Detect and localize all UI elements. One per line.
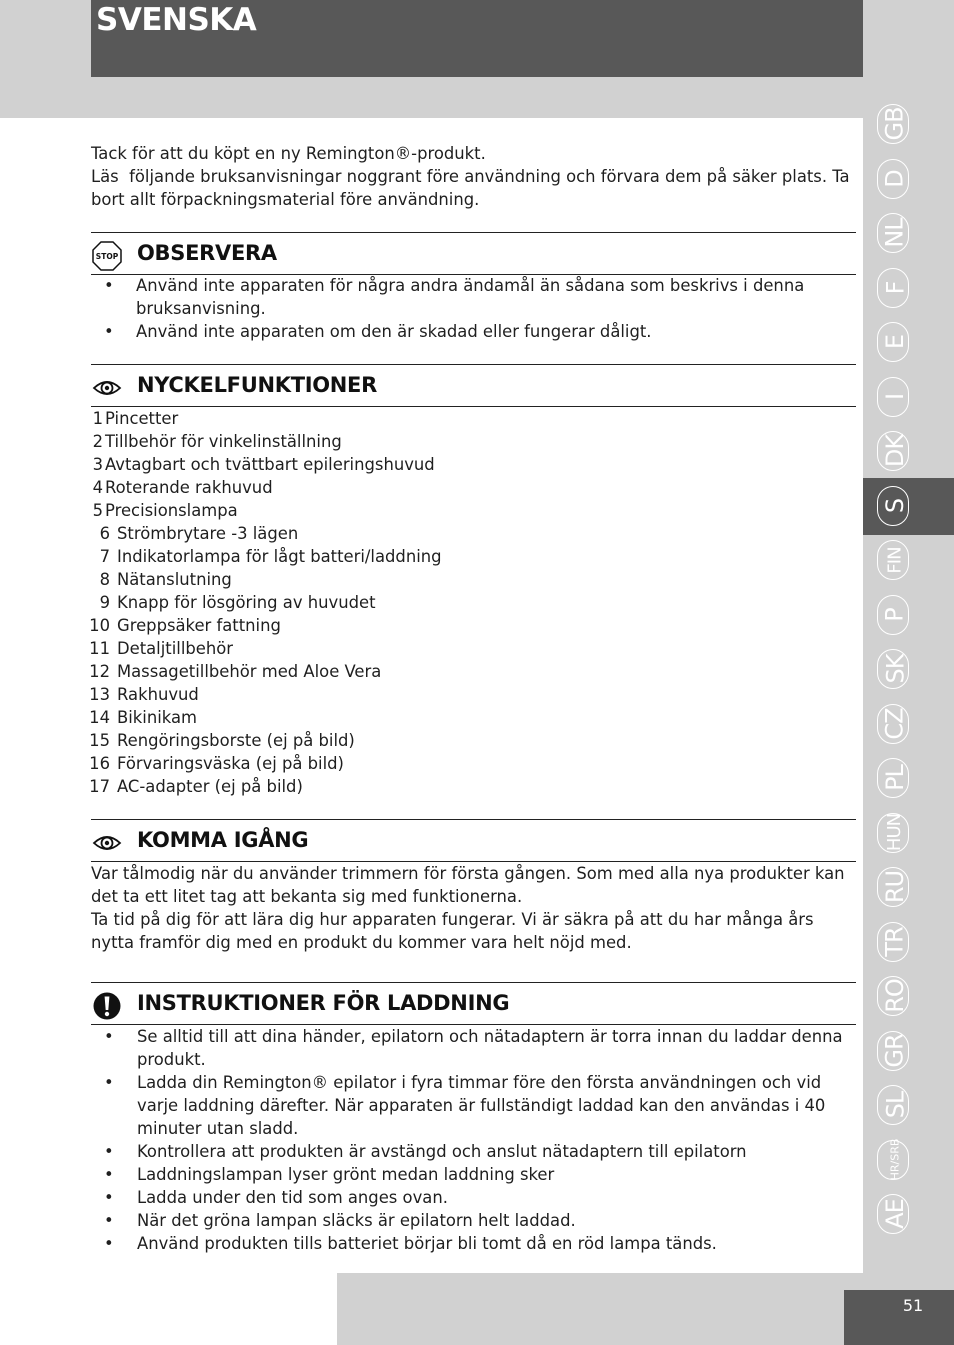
feature-number: 1 <box>92 409 103 428</box>
feature-label: Förvaringsväska (ej på bild) <box>117 754 344 773</box>
language-tab-ru[interactable] <box>877 863 913 911</box>
feature-item <box>91 660 853 683</box>
observera-list <box>91 274 853 343</box>
list-item <box>91 1232 853 1255</box>
feature-item <box>91 775 853 798</box>
feature-label: Rakhuvud <box>117 685 199 704</box>
bullet: • <box>104 1211 114 1230</box>
section-title: INSTRUKTIONER FÖR LADDNING <box>137 991 510 1015</box>
feature-item <box>91 476 853 499</box>
page-number-box <box>844 1290 954 1345</box>
page-number: 51 <box>902 1296 924 1315</box>
feature-label: Indikatorlampa för lågt batteri/laddning <box>117 547 442 566</box>
paragraph: Ta tid på dig för att lära dig hur apparaten fungerar. Vi är säkra på att du har många års nytta framför dig med en produkt du kommer vara helt nöjd med. <box>91 910 819 952</box>
language-tab-tr[interactable] <box>877 918 913 966</box>
feature-item <box>91 453 853 476</box>
feature-label: Knapp för lösgöring av huvudet <box>117 593 376 612</box>
feature-item <box>91 637 853 660</box>
list-item <box>91 274 853 320</box>
laddning-list <box>91 1025 853 1255</box>
feature-item <box>91 545 853 568</box>
list-item <box>91 1025 853 1071</box>
bullet: • <box>104 1073 114 1092</box>
page-title: SVENSKA <box>96 2 257 38</box>
language-tab-label: AE <box>881 1199 909 1229</box>
feature-label: AC-adapter (ej på bild) <box>117 777 303 796</box>
list-item-text: Ladda din Remington® epilator i fyra timmar före den första användningen och vid varje laddning därefter. När apparaten är fullständigt laddad kan den användas i 40 minuter utan sladd. <box>137 1073 826 1138</box>
list-item <box>91 1163 853 1186</box>
feature-number: 10 <box>89 616 110 635</box>
section-title: OBSERVERA <box>137 241 277 265</box>
language-tab-i[interactable] <box>877 373 913 421</box>
feature-item <box>91 522 853 545</box>
language-tab-ro[interactable] <box>877 972 913 1020</box>
language-tab-label: P <box>880 607 909 622</box>
language-tab-label: SL <box>880 1091 909 1119</box>
language-tab-f[interactable] <box>877 264 913 312</box>
language-tab-label: F <box>881 281 909 294</box>
feature-item <box>91 752 853 775</box>
language-tab-label: D <box>880 169 909 188</box>
feature-number: 6 <box>99 524 110 543</box>
language-tab-label: TR <box>881 926 909 957</box>
language-tab-e[interactable] <box>877 318 913 366</box>
feature-label: Pincetter <box>105 409 179 428</box>
feature-number: 4 <box>92 478 103 497</box>
content-area-bottom <box>0 1273 337 1345</box>
language-tab-label: RO <box>880 979 909 1013</box>
feature-number: 7 <box>99 547 110 566</box>
language-tabs <box>863 92 954 1242</box>
language-tab-label: GR <box>881 1033 909 1068</box>
language-tab-sk[interactable] <box>877 645 913 693</box>
section-nyckel-header <box>91 364 856 407</box>
feature-item <box>91 407 853 430</box>
feature-label: Tillbehör för vinkelinställning <box>105 432 342 451</box>
feature-label: Bikinikam <box>117 708 198 727</box>
features-list <box>91 407 853 798</box>
feature-item <box>91 591 853 614</box>
feature-number: 16 <box>89 754 110 773</box>
language-tab-s[interactable] <box>877 482 913 530</box>
feature-label: Massagetillbehör med Aloe Vera <box>117 662 382 681</box>
feature-number: 2 <box>92 432 103 451</box>
intro-line: Läs följande bruksanvisningar noggrant före användning och förvara dem på säker plats. Ta <box>91 167 850 186</box>
bullet: • <box>104 322 114 341</box>
list-item-text: När det gröna lampan släcks är epilatorn helt laddad. <box>137 1211 576 1230</box>
eye-icon <box>92 828 122 858</box>
feature-number: 13 <box>89 685 110 704</box>
bullet: • <box>104 1234 114 1253</box>
language-tab-label: DK <box>881 434 909 468</box>
language-tab-label: SK <box>880 654 909 684</box>
feature-number: 9 <box>99 593 110 612</box>
feature-label: Detaljtillbehör <box>117 639 234 658</box>
list-item <box>91 1209 853 1232</box>
language-tab-pl[interactable] <box>877 754 913 802</box>
bullet: • <box>104 276 114 295</box>
feature-number: 14 <box>89 708 110 727</box>
intro-line: Tack för att du köpt en ny Remington®-produkt. <box>91 144 486 163</box>
list-item-text: Kontrollera att produkten är avstängd och anslut nätadaptern till epilatorn <box>137 1142 747 1161</box>
list-item-text: Se alltid till att dina händer, epilatorn och nätadaptern är torra innan du laddar denna produkt. <box>137 1027 843 1069</box>
feature-item <box>91 729 853 752</box>
language-tab-gb[interactable] <box>877 100 913 148</box>
language-tab-hr-srb[interactable] <box>877 1136 913 1184</box>
feature-number: 15 <box>89 731 110 750</box>
language-tab-label: RU <box>881 870 909 904</box>
intro-text <box>91 142 853 211</box>
feature-label: Strömbrytare -3 lägen <box>117 524 299 543</box>
bullet: • <box>104 1142 114 1161</box>
list-item-text: Använd produkten tills batteriet börjar bli tomt då en röd lampa tänds. <box>137 1234 717 1253</box>
bullet: • <box>104 1027 114 1046</box>
komma-text <box>91 862 853 954</box>
language-tab-label: GB <box>881 107 909 141</box>
language-tab-label: S <box>880 498 909 513</box>
stop-icon <box>92 241 122 271</box>
language-tab-ae[interactable] <box>877 1190 913 1238</box>
feature-label: Rengöringsborste (ej på bild) <box>117 731 355 750</box>
section-title: NYCKELFUNKTIONER <box>137 373 377 397</box>
section-komma-header <box>91 819 856 862</box>
feature-label: Avtagbart och tvättbart epileringshuvud <box>105 455 435 474</box>
feature-number: 8 <box>99 570 110 589</box>
eye-icon <box>92 373 122 403</box>
language-tab-hun[interactable] <box>877 809 913 857</box>
language-tab-fin[interactable] <box>877 536 913 584</box>
list-item-text: Använd inte apparaten om den är skadad eller fungerar dåligt. <box>136 322 652 341</box>
feature-number: 17 <box>89 777 110 796</box>
feature-label: Greppsäker fattning <box>117 616 281 635</box>
feature-item <box>91 614 853 637</box>
language-tab-label: E <box>880 334 909 350</box>
warning-icon <box>92 991 122 1021</box>
language-tab-dk[interactable] <box>877 427 913 475</box>
list-item <box>91 320 853 343</box>
header-bar <box>91 0 863 77</box>
feature-item <box>91 706 853 729</box>
language-tab-label: HR/SRB <box>888 1138 902 1181</box>
section-observera-header <box>91 232 856 275</box>
intro-line: bort allt förpackningsmaterial före användning. <box>91 190 480 209</box>
language-tab-p[interactable] <box>877 591 913 639</box>
language-tab-gr[interactable] <box>877 1027 913 1075</box>
language-tab-label: I <box>880 393 909 400</box>
language-tab-label: PL <box>881 765 909 791</box>
list-item-text: Använd inte apparaten för några andra ändamål än sådana som beskrivs i denna bruksanvisning. <box>136 276 805 318</box>
feature-label: Precisionslampa <box>105 501 238 520</box>
list-item <box>91 1186 853 1209</box>
feature-number: 3 <box>92 455 103 474</box>
bullet: • <box>104 1188 114 1207</box>
language-tab-cz[interactable] <box>877 700 913 748</box>
list-item-text: Ladda under den tid som anges ovan. <box>137 1188 448 1207</box>
language-tab-label: CZ <box>880 707 909 740</box>
section-laddning-header <box>91 982 856 1025</box>
list-item-text: Laddningslampan lyser grönt medan laddning sker <box>137 1165 555 1184</box>
feature-number: 5 <box>92 501 103 520</box>
bullet: • <box>104 1165 114 1184</box>
feature-label: Roterande rakhuvud <box>105 478 273 497</box>
language-tab-d[interactable] <box>877 155 913 203</box>
feature-item <box>91 499 853 522</box>
language-tab-sl[interactable] <box>877 1081 913 1129</box>
stop-icon-text: STOP <box>95 252 119 261</box>
list-item <box>91 1071 853 1140</box>
feature-item <box>91 430 853 453</box>
list-item <box>91 1140 853 1163</box>
feature-number: 11 <box>89 639 110 658</box>
language-tab-label: NL <box>880 218 909 248</box>
section-title: KOMMA IGÅNG <box>137 828 309 852</box>
language-tab-nl[interactable] <box>877 209 913 257</box>
paragraph: Var tålmodig när du använder trimmern för första gången. Som med alla nya produkter kan det ta ett litet tag att bekanta sig med funktionerna. <box>91 864 850 906</box>
feature-item <box>91 568 853 591</box>
language-tab-label: FIN <box>884 546 906 574</box>
feature-label: Nätanslutning <box>117 570 232 589</box>
feature-number: 12 <box>89 662 110 681</box>
language-tab-label: HUN <box>884 813 906 852</box>
feature-item <box>91 683 853 706</box>
